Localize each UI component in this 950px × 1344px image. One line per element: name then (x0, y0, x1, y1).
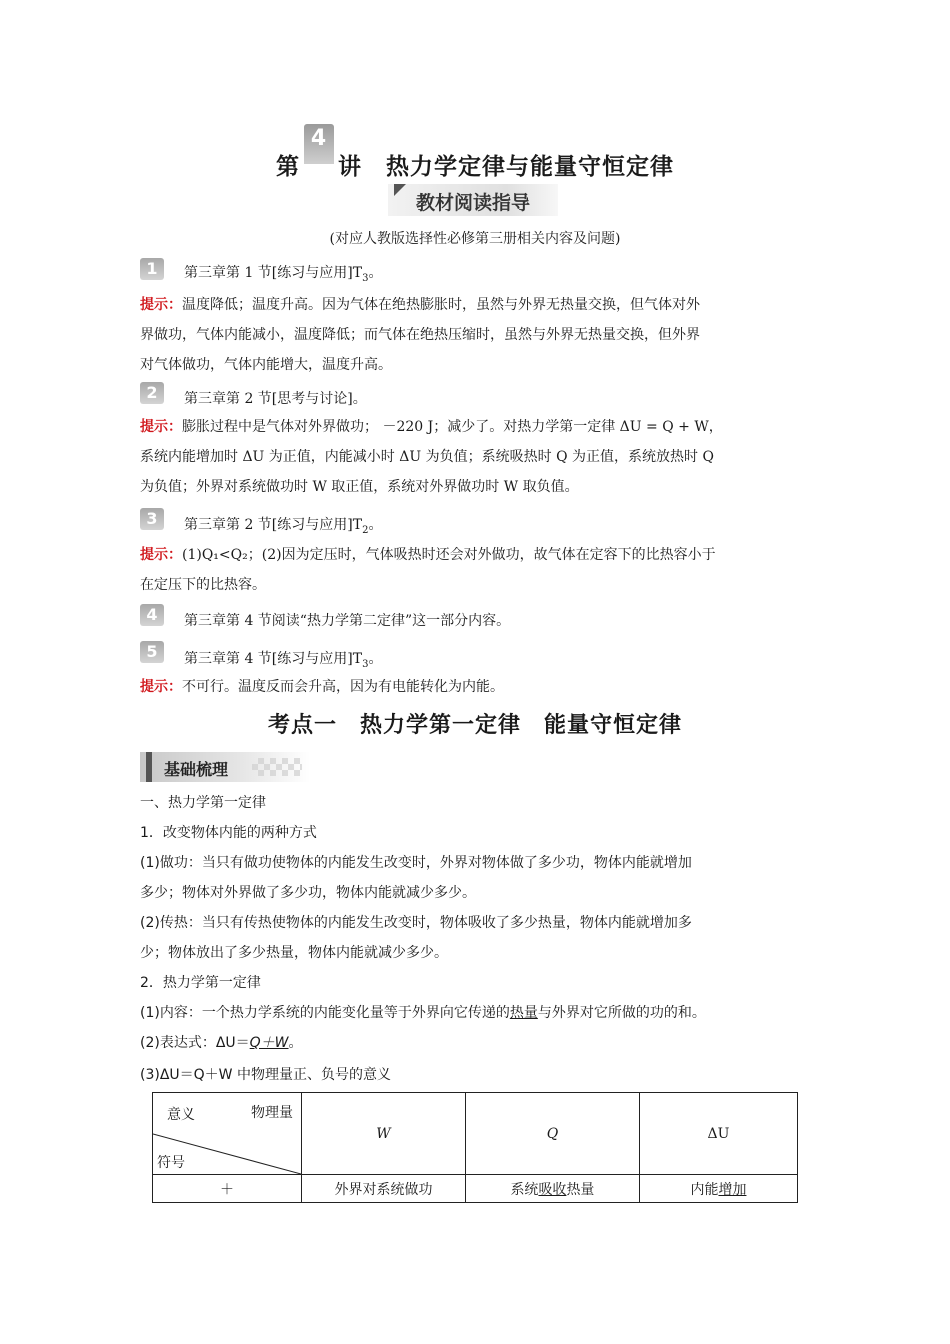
table-col-du: ΔU (639, 1093, 797, 1175)
item-badge-1: 1 (140, 258, 164, 280)
lecture-title (0, 126, 950, 181)
title-prefix: 第 (276, 154, 300, 180)
blank-formula: Q＋W (249, 1035, 289, 1051)
table-row-sign: ＋ (153, 1175, 302, 1203)
table-col-w: W (302, 1093, 466, 1175)
item-question-3: 第三章第 2 节[练习与应用]$T_2$。 (184, 517, 383, 536)
item-answer-5: 提示：不可行。温度反而会升高，因为有电能转化为内能。 (140, 679, 504, 695)
section-title: 考点一 热力学第一定律 能量守恒定律 (267, 713, 682, 738)
item-answer-2: 提示：膨胀过程中是气体对外界做功； －220 J；减少了。对热力学第一定律 ΔU = Q + W， 系统内能增加时 ΔU 为正值，内能减小时 ΔU 为负值；系统吸热时 Q 为正值，系统放热时 Q 为负值；外界对系统做功时 W 取正值，系统对外界做功时 W 取负值。 (140, 419, 723, 495)
paragraph-sign-meaning: (3)ΔU＝Q＋W 中物理量正、负号的意义 (140, 1067, 391, 1083)
item-question-2: 第三章第 2 节[思考与讨论]。 (184, 391, 367, 407)
item-question-4: 第三章第 4 节阅读“热力学第二定律”这一部分内容。 (184, 613, 511, 629)
reading-guide-banner (388, 184, 558, 216)
basics-label: 基础梳理 (164, 760, 229, 779)
item-badge-3: 3 (140, 508, 164, 530)
sign-table (152, 1092, 798, 1203)
item-question-1: 第三章第 1 节[练习与应用]$T_3$。 (184, 265, 383, 284)
paragraph-work: (1)做功：当只有做功使物体的内能发生改变时，外界对物体做了多少功，物体内能就增加 多少；物体对外界做了多少功，物体内能就减少多少。 (140, 855, 692, 901)
reading-guide-label: 教材阅读指导 (415, 192, 530, 214)
item-badge-2: 2 (140, 382, 164, 404)
blank-heat: 热量 (509, 1005, 538, 1021)
item-badge-4: 4 (140, 604, 164, 626)
heading-two-ways: 1．改变物体内能的两种方式 (140, 825, 317, 841)
table-cell-du: 内能增加 (639, 1175, 797, 1203)
hint-label: 提示： (140, 297, 182, 313)
heading-law-content: 2．热力学第一定律 (140, 975, 261, 991)
item-answer-1: 提示：温度降低；温度升高。因为气体在绝热膨胀时，虽然与外界无热量交换，但气体对外 界做功，气体内能减小，温度降低；而气体在绝热压缩时，虽然与外界无热量交换，但外界 对气体做功，气体内能增大，温度升高。 (140, 297, 700, 373)
table-header-diagonal: 意义 物理量 符号 (153, 1093, 302, 1175)
lecture-number-badge (302, 126, 336, 180)
table-col-q: Q (465, 1093, 639, 1175)
basics-ribbon (140, 752, 310, 782)
paragraph-heat: (2)传热：当只有传热使物体的内能发生改变时，物体吸收了多少热量，物体内能就增加多 少；物体放出了多少热量，物体内能就减少多少。 (140, 915, 692, 961)
item-badge-5: 5 (140, 641, 164, 663)
item-answer-3: 提示：(1)Q₁<Q₂；(2)因为定压时，气体吸热时还会对外做功，故气体在定容下的比热容小于 在定压下的比热容。 (140, 547, 716, 593)
title-text: 讲 热力学定律与能量守恒定律 (338, 154, 674, 180)
item-question-5: 第三章第 4 节[练习与应用]$T_3$。 (184, 651, 383, 670)
paragraph-content: (1)内容：一个热力学系统的内能变化量等于外界向它传递的热量与外界对它所做的功的和。 (140, 1005, 706, 1021)
table-cell-q: 系统吸收热量 (465, 1175, 639, 1203)
subtitle: (对应人教版选择性必修第三册相关内容及问题) (329, 231, 621, 247)
heading-first-law: 一、热力学第一定律 (140, 795, 266, 811)
paragraph-formula: (2)表达式：ΔU＝Q＋W。 (140, 1035, 303, 1051)
lecture-number: 4 (310, 126, 328, 151)
table-cell-w: 外界对系统做功 (302, 1175, 466, 1203)
